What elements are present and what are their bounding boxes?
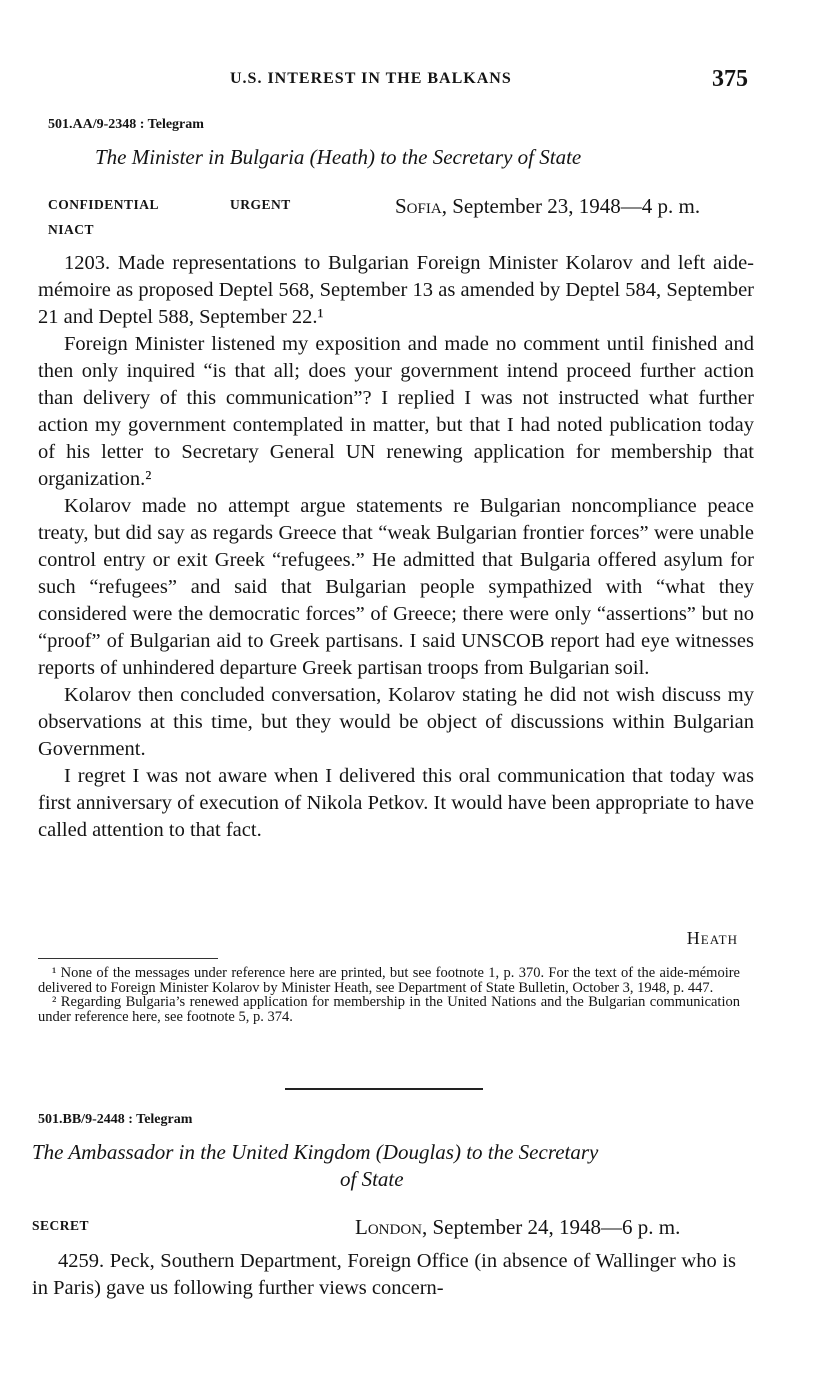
doc2-place: London [355,1215,422,1239]
doc2-classification: SECRET [32,1218,90,1233]
doc1-paragraph: I regret I was not aware when I delivered this oral communication that today was first anniversary of execution of Nikola Petkov. It would have been appropriate to have called attention to that fact. [38,765,754,841]
running-header: U.S. INTEREST IN THE BALKANS [230,70,512,87]
doc1-file-number: 501.AA/9-2348 : Telegram [48,117,204,132]
doc1-date: , September 23, 1948—4 p. m. [441,194,701,218]
page-number: 375 [712,66,748,92]
doc1-paragraph: Kolarov then concluded conversation, Kolarov stating he did not wish discuss my observations at this time, but they would be object of discussions within Bulgarian Government. [38,684,754,760]
doc1-paragraph: Kolarov made no attempt argue statements re Bulgarian noncompliance peace treaty, but did say as regards Greece that “weak Bulgarian frontier forces” were unable control entry or exit Greek “refugees.” He admitted that Bulgaria offered asylum for such “refugees” and said that Bulgarian people sympathized with “what they considered were the democratic forces” of Greece; there were only “assertions” but no “proof” of Bulgarian aid to Greek partisans. I said UNSCOB report had eye witnesses reports of unhindered departure Greek partisan troops from Bulgarian soil. [38,495,754,679]
footnotes [38,966,740,1024]
doc1-signature: Heath [686,928,738,948]
doc2-date: , September 24, 1948—6 p. m. [422,1215,681,1239]
footnote-1: ¹ None of the messages under reference here are printed, but see footnote 1, p. 370. For the text of the aide-mémoire delivered to Foreign Minister Kolarov by Minister Heath, see Department of State Bulletin, October 3, 1948, p. 447. [38,965,740,996]
doc1-dateline [395,194,700,219]
doc1-place: Sofia [395,194,442,218]
footnote-2: ² Regarding Bulgaria’s renewed application for membership in the United Nations and the Bulgarian communication under reference here, see footnote 5, p. 374. [38,994,740,1025]
doc1-body [38,250,754,844]
doc2-paragraph: 4259. Peck, Southern Department, Foreign Office (in absence of Wallinger who is in Paris) gave us following further views concern- [32,1250,736,1299]
doc1-classification: CONFIDENTIAL [48,197,160,212]
doc1-priority: URGENT [230,197,291,212]
footnote-rule [38,958,218,959]
doc2-body [32,1248,736,1302]
doc1-title: The Minister in Bulgaria (Heath) to the Secretary of State [95,145,582,169]
doc2-title-line1: The Ambassador in the United Kingdom (Douglas) to the Secretary [32,1140,599,1164]
doc2-file-number: 501.BB/9-2448 : Telegram [38,1112,193,1127]
section-divider [285,1088,483,1090]
doc2-title-line2: of State [340,1167,404,1191]
doc1-paragraph: 1203. Made representations to Bulgarian Foreign Minister Kolarov and left aide-mémoire as proposed Deptel 568, September 13 as amended by Deptel 584, September 21 and Deptel 588, September 22.¹ [38,252,754,328]
doc1-paragraph: Foreign Minister listened my exposition and made no comment until finished and then only inquired “is that all; does your government intend proceed further action than delivery of this communication”? I replied I was not instructed what further action my government contemplated in matter, but that I had noted publication today of his letter to Secretary General UN renewing application for membership that organization.² [38,333,754,490]
doc2-dateline [355,1215,680,1240]
doc1-routing: NIACT [48,222,95,237]
